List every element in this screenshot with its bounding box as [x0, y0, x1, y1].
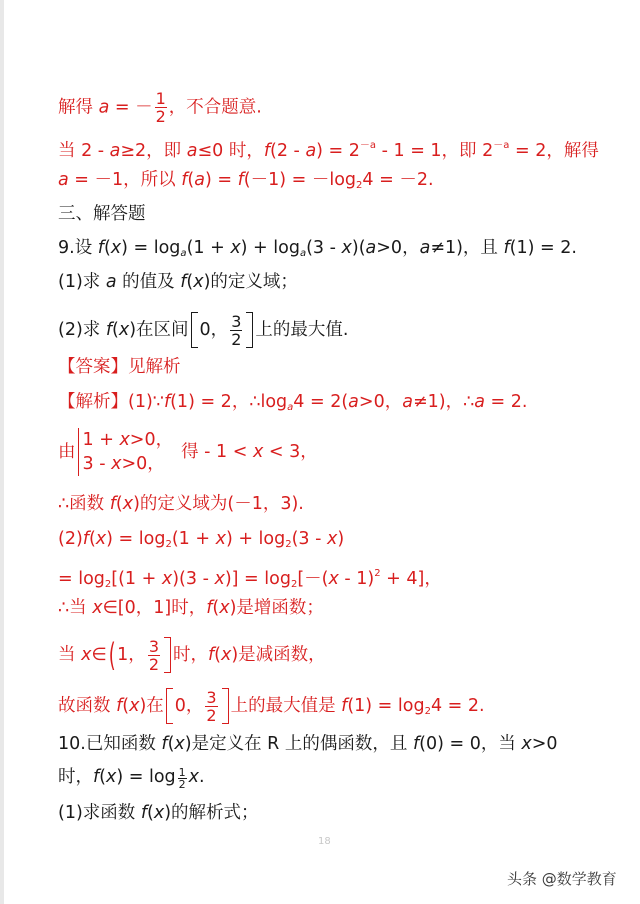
- var-a: a: [98, 97, 110, 118]
- solution-part-2-simplify: [58, 562, 442, 597]
- text: >0，: [129, 430, 174, 450]
- var-x: x: [153, 803, 165, 823]
- text: (: [212, 598, 220, 618]
- var-x: x: [119, 430, 130, 450]
- text: )的定义域；: [203, 272, 298, 292]
- text: ) + log: [240, 238, 300, 258]
- text: ): [337, 529, 345, 549]
- func-f: f: [181, 170, 188, 190]
- text: (1 +: [171, 529, 216, 549]
- solution-line-result: [58, 168, 434, 198]
- text: (: [103, 238, 111, 258]
- text: )的解析式；: [164, 803, 259, 823]
- solution-domain: [58, 492, 304, 516]
- text: ∴函数: [58, 494, 110, 514]
- denominator: 2: [155, 107, 166, 126]
- text: 当 2 -: [58, 141, 110, 161]
- text: .: [199, 767, 205, 787]
- watermark: 头条 @数学教育: [507, 870, 617, 888]
- text: - 1): [338, 569, 375, 589]
- numerator: 3: [148, 636, 159, 656]
- var-a: a: [348, 392, 359, 412]
- var-x: x: [341, 238, 352, 258]
- question-10-continued: [58, 765, 205, 790]
- question-9: [58, 236, 577, 266]
- var-x: x: [95, 529, 107, 549]
- text: = －1，所以: [68, 170, 182, 190]
- text: < 3，: [263, 442, 318, 462]
- var-x: x: [174, 734, 185, 754]
- text: >0，: [121, 454, 165, 474]
- text: 1，: [117, 645, 146, 665]
- text: )是增函数；: [229, 598, 324, 618]
- text: 10.已知函数: [58, 734, 162, 754]
- text: (3 -: [291, 529, 328, 549]
- func-f: f: [208, 645, 215, 665]
- func-f: f: [341, 696, 348, 716]
- text: (1)求: [58, 272, 106, 292]
- text: (3 -: [306, 238, 342, 258]
- fraction-half: [155, 90, 167, 125]
- numerator: 3: [231, 311, 242, 331]
- text: )] = log: [224, 569, 291, 589]
- text: 3 -: [82, 454, 112, 474]
- text: 9.设: [58, 238, 98, 258]
- denominator: 2: [148, 654, 159, 674]
- func-f: f: [140, 803, 148, 823]
- text: (2): [58, 529, 83, 549]
- text: 故函数: [58, 696, 117, 716]
- func-f: f: [163, 392, 171, 412]
- var-x: x: [214, 569, 225, 589]
- interval-left-bracket: [166, 688, 173, 724]
- func-f: f: [161, 734, 168, 754]
- text: ) = log: [121, 238, 181, 258]
- interval-right-bracket: [246, 312, 253, 348]
- var-x: x: [92, 598, 103, 618]
- subscript: a: [180, 248, 187, 259]
- var-a: a: [186, 141, 198, 161]
- var-x: x: [122, 494, 134, 514]
- page-number: 18: [318, 836, 331, 847]
- text: (1) = 2，∴log: [170, 392, 288, 412]
- var-a: a: [105, 272, 117, 292]
- text: 0，: [199, 320, 229, 340]
- var-x: x: [111, 454, 122, 474]
- text: (: [99, 767, 106, 787]
- var-x: x: [129, 696, 140, 716]
- text: 【解析】(1)∵: [58, 392, 164, 412]
- denominator: 2: [231, 329, 242, 349]
- func-f: f: [206, 598, 213, 618]
- subscript: 2: [290, 579, 298, 590]
- var-x: x: [328, 569, 339, 589]
- exponent: －a: [359, 140, 377, 151]
- var-x: x: [110, 238, 122, 258]
- var-a: a: [474, 392, 485, 412]
- func-f: f: [412, 734, 420, 754]
- var-a: a: [365, 238, 377, 258]
- var-x: x: [193, 272, 204, 292]
- text: ∴当: [58, 598, 93, 618]
- subscript: a: [299, 248, 307, 259]
- fraction-three-halves: [205, 689, 217, 724]
- answer-label: 【答案】见解析: [58, 357, 181, 377]
- var-a: a: [419, 238, 431, 258]
- question-10-part-1: [58, 801, 259, 825]
- text: (1) = log: [347, 696, 425, 716]
- text: + 4]，: [380, 569, 442, 589]
- text: ) = 2: [316, 141, 360, 161]
- text: ∈: [91, 645, 107, 665]
- text: (: [187, 170, 195, 190]
- text: 时，: [173, 645, 208, 665]
- solution-line-case: [58, 134, 599, 163]
- text: 0，: [174, 696, 204, 716]
- text: 1 +: [82, 430, 120, 450]
- text: (－1) = －log: [243, 170, 357, 190]
- text: (2 -: [270, 141, 306, 161]
- text: 解得: [58, 97, 99, 118]
- exponent: －a: [493, 140, 510, 151]
- text: )的定义域为(－1，3).: [133, 494, 304, 514]
- func-f: f: [263, 141, 271, 161]
- numerator: 1: [178, 766, 186, 779]
- question-9-part-1: [58, 270, 298, 294]
- var-a: a: [402, 392, 413, 412]
- text: (1)求函数: [58, 803, 141, 823]
- var-x: x: [327, 529, 338, 549]
- text: 由: [58, 442, 76, 462]
- subscript: a: [287, 402, 294, 413]
- fraction-three-halves: [148, 638, 160, 673]
- var-x: x: [81, 645, 92, 665]
- var-x: x: [161, 569, 173, 589]
- subscript: 2: [285, 539, 292, 550]
- func-f: f: [116, 696, 123, 716]
- func-f: f: [180, 272, 187, 292]
- text: [(1 +: [111, 569, 162, 589]
- interval-right-bracket: [222, 688, 229, 724]
- var-x: x: [188, 767, 200, 787]
- text: 当: [58, 645, 82, 665]
- var-a: a: [58, 170, 69, 190]
- text: ≠1)，∴: [412, 392, 475, 412]
- interval-left-paren: (: [108, 636, 116, 674]
- text: 上的最大值.: [255, 320, 349, 340]
- func-f: f: [105, 320, 113, 340]
- fraction-half-subscript: [178, 767, 187, 790]
- numerator: 3: [206, 687, 217, 707]
- text: = －: [109, 97, 153, 118]
- inequality-system: [58, 428, 318, 476]
- var-x: x: [230, 238, 241, 258]
- func-f: f: [237, 170, 244, 190]
- text: 上的最大值是: [230, 696, 342, 716]
- denominator: 2: [178, 778, 186, 791]
- text: (: [88, 529, 96, 549]
- text: (: [147, 803, 154, 823]
- section-heading: 三、解答题: [58, 204, 146, 224]
- var-a: a: [109, 141, 121, 161]
- exponent: 2: [374, 568, 381, 579]
- question-10: [58, 732, 558, 756]
- text: ，不合题意.: [168, 97, 262, 118]
- solution-maximum: [58, 688, 485, 724]
- interval-left-bracket: [191, 312, 198, 348]
- text: (: [186, 272, 194, 292]
- text: (1) = 2.: [509, 238, 577, 258]
- func-f: f: [109, 494, 116, 514]
- text: )(3 -: [172, 569, 215, 589]
- text: (1 +: [186, 238, 231, 258]
- system-brace: [78, 428, 174, 476]
- system-row-2: [83, 452, 174, 476]
- system-row-1: [83, 428, 174, 452]
- text: ≤0 时，: [197, 141, 264, 161]
- text: 时，: [58, 767, 93, 787]
- text: (: [167, 734, 175, 754]
- var-x: x: [118, 320, 130, 340]
- text: )在区间: [129, 320, 189, 340]
- text: (: [122, 696, 130, 716]
- text: >0: [531, 734, 558, 754]
- text: 4 = 2.: [430, 696, 485, 716]
- solution-part-2: [58, 527, 344, 557]
- var-x: x: [215, 529, 226, 549]
- solution-decreasing: [58, 637, 326, 673]
- text: ) = log: [106, 529, 166, 549]
- text: ) + log: [225, 529, 286, 549]
- text: (0) = 0，当: [419, 734, 522, 754]
- solution-increasing: [58, 596, 324, 620]
- text: (: [112, 320, 119, 340]
- var-x: x: [106, 767, 117, 787]
- subscript: 2: [165, 539, 172, 550]
- var-x: x: [219, 598, 230, 618]
- func-f: f: [503, 238, 510, 258]
- question-9-part-2: [58, 312, 348, 348]
- text: ) =: [204, 170, 238, 190]
- var-a: a: [305, 141, 317, 161]
- subscript: 2: [104, 579, 112, 590]
- interval-right-bracket: [164, 637, 171, 673]
- text: 4 = －2.: [362, 170, 434, 190]
- func-f: f: [82, 529, 89, 549]
- text: 4 = 2(: [293, 392, 349, 412]
- text: (2)求: [58, 320, 106, 340]
- var-x: x: [521, 734, 532, 754]
- var-x: x: [221, 645, 232, 665]
- subscript: 2: [424, 706, 431, 717]
- func-f: f: [97, 238, 104, 258]
- text: ≠1)，且: [430, 238, 504, 258]
- text: ≥2，即: [120, 141, 187, 161]
- text: ) = log: [116, 767, 176, 787]
- text: (: [115, 494, 123, 514]
- text: = 2，解得: [509, 141, 599, 161]
- text: )在: [139, 696, 164, 716]
- text: >0，: [376, 238, 420, 258]
- var-x: x: [252, 442, 264, 462]
- fraction-three-halves: [230, 313, 242, 348]
- text: ∈[0，1]时，: [102, 598, 207, 618]
- text: )是定义在 R 上的偶函数，且: [184, 734, 413, 754]
- subscript: 2: [356, 180, 363, 191]
- text: )是减函数，: [231, 645, 326, 665]
- denominator: 2: [206, 705, 217, 725]
- solution-line-reject: [58, 90, 262, 125]
- text: 的值及: [116, 272, 181, 292]
- solution-part-1: [58, 390, 527, 420]
- text: = log: [58, 569, 105, 589]
- text: >0，: [358, 392, 403, 412]
- text: [－(: [297, 569, 329, 589]
- text: = 2.: [484, 392, 528, 412]
- text: - 1 = 1，即 2: [376, 141, 494, 161]
- text: 得 - 1 <: [181, 442, 253, 462]
- var-a: a: [194, 170, 205, 190]
- text: (: [214, 645, 221, 665]
- text: )(: [351, 238, 366, 258]
- func-f: f: [93, 767, 100, 787]
- numerator: 1: [155, 89, 166, 108]
